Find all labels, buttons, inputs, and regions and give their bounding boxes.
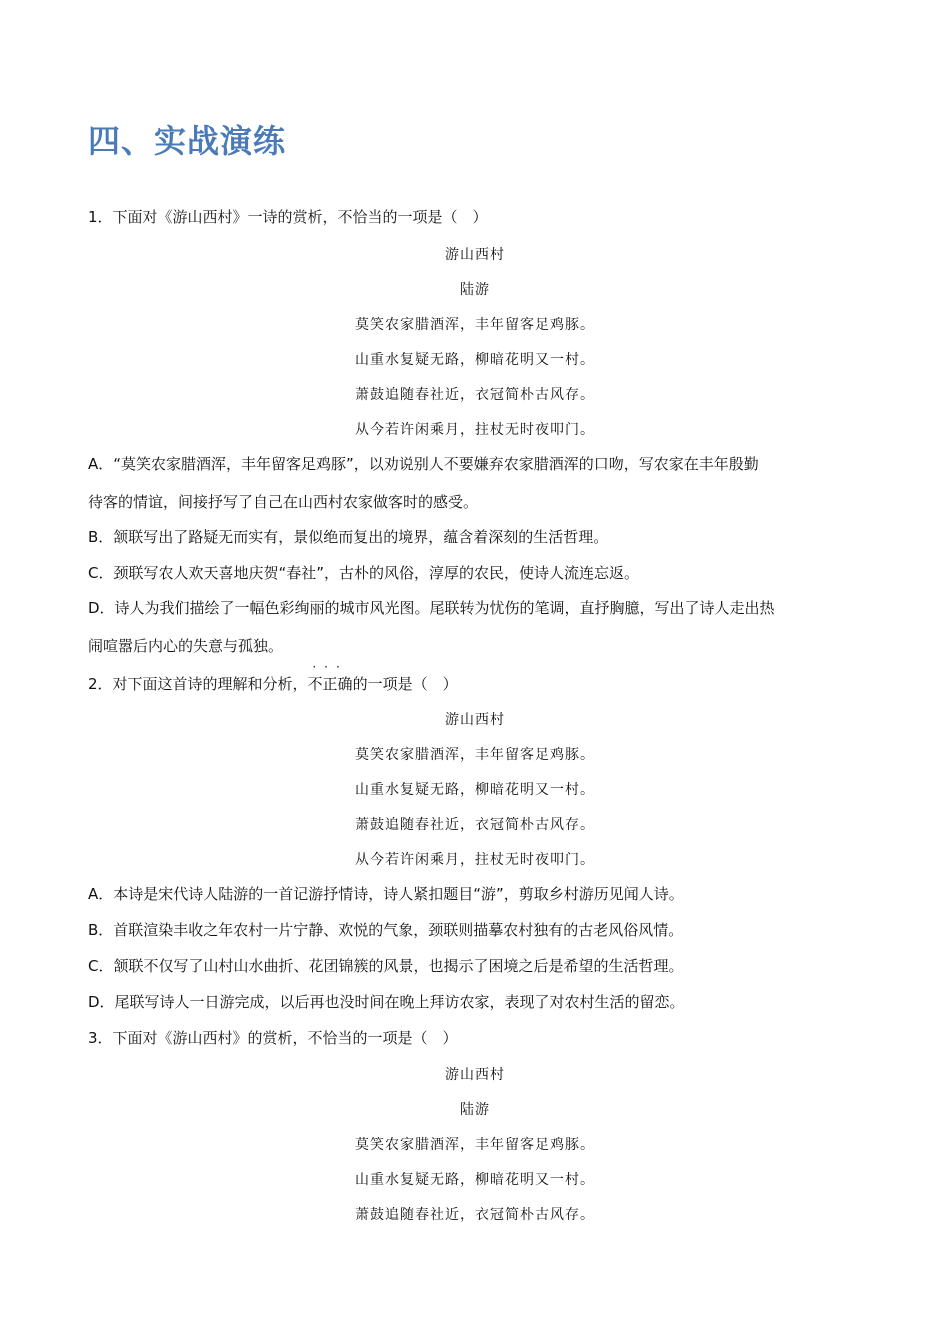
q3-poem-line: 山重水复疑无路，柳暗花明又一村。: [355, 1172, 595, 1188]
emphasis-dots: ···: [312, 660, 348, 674]
q2-option-b: B．首联渲染丰收之年农村一片宁静、欢悦的气象，颈联则描摹农村独有的古老风俗风情。: [88, 921, 684, 939]
q2-stem-before: 2．对下面这首诗的理解和分析，: [88, 675, 308, 693]
q1-poem-line: 莫笑农家腊酒浑，丰年留客足鸡豚。: [355, 317, 595, 333]
q1-option-c: C．颈联写农人欢天喜地庆贺“春社”，古朴的风俗，淳厚的农民，使诗人流连忘返。: [88, 564, 640, 582]
q2-stem-after: 的一项是（ ）: [352, 675, 458, 693]
q2-stem-emphasis: [307, 660, 353, 694]
q2-poem-line: 萧鼓追随春社近，衣冠简朴古风存。: [355, 817, 595, 833]
q1-option-d: D．诗人为我们描绘了一幅色彩绚丽的城市风光图。尾联转为忧伤的笔调，直抒胸臆，写出了诗人走出热: [88, 599, 775, 617]
q3-poem-line: 莫笑农家腊酒浑，丰年留客足鸡豚。: [355, 1137, 595, 1153]
question-2-stem: [88, 660, 458, 694]
q1-option-d-continued: 闹喧嚣后内心的失意与孤独。: [88, 637, 284, 655]
q3-poem-title: 游山西村: [445, 1067, 505, 1083]
question-3-stem: 3．下面对《游山西村》的赏析，不恰当的一项是（ ）: [88, 1029, 458, 1047]
q1-poem-line: 从今若许闲乘月，拄杖无时夜叩门。: [355, 422, 595, 438]
q2-option-c: C．颔联不仅写了山村山水曲折、花团锦簇的风景，也揭示了困境之后是希望的生活哲理。: [88, 957, 684, 975]
q3-poem-author: 陆游: [460, 1102, 490, 1118]
q2-poem-line: 从今若许闲乘月，拄杖无时夜叩门。: [355, 852, 595, 868]
q1-poem-line: 萧鼓追随春社近，衣冠简朴古风存。: [355, 387, 595, 403]
q2-option-a: A．本诗是宋代诗人陆游的一首记游抒情诗，诗人紧扣题目“游”，剪取乡村游历见闻人诗。: [88, 885, 684, 903]
q1-poem-line: 山重水复疑无路，柳暗花明又一村。: [355, 352, 595, 368]
q2-poem-line: 莫笑农家腊酒浑，丰年留客足鸡豚。: [355, 747, 595, 763]
q1-option-b: B．颔联写出了路疑无而实有，景似绝而复出的境界，蕴含着深刻的生活哲理。: [88, 528, 609, 546]
q3-poem-line: 萧鼓追随春社近，衣冠简朴古风存。: [355, 1207, 595, 1223]
q2-poem-title: 游山西村: [445, 712, 505, 728]
section-heading: 四、实战演练: [88, 122, 287, 160]
q2-emphasis-text: 不正确: [307, 675, 353, 693]
q1-poem-title: 游山西村: [445, 247, 505, 263]
q1-option-a-continued: 待客的情谊，间接抒写了自己在山西村农家做客时的感受。: [88, 493, 479, 511]
q1-option-a: A．“莫笑农家腊酒浑，丰年留客足鸡豚”，以劝说别人不要嫌弃农家腊酒浑的口吻，写农家在丰年殷勤: [88, 455, 759, 473]
q2-poem-line: 山重水复疑无路，柳暗花明又一村。: [355, 782, 595, 798]
q1-poem-author: 陆游: [460, 282, 490, 298]
question-1-stem: 1．下面对《游山西村》一诗的赏析，不恰当的一项是（ ）: [88, 208, 488, 226]
q2-option-d: D．尾联写诗人一日游完成，以后再也没时间在晚上拜访农家，表现了对农村生活的留恋。: [88, 993, 685, 1011]
